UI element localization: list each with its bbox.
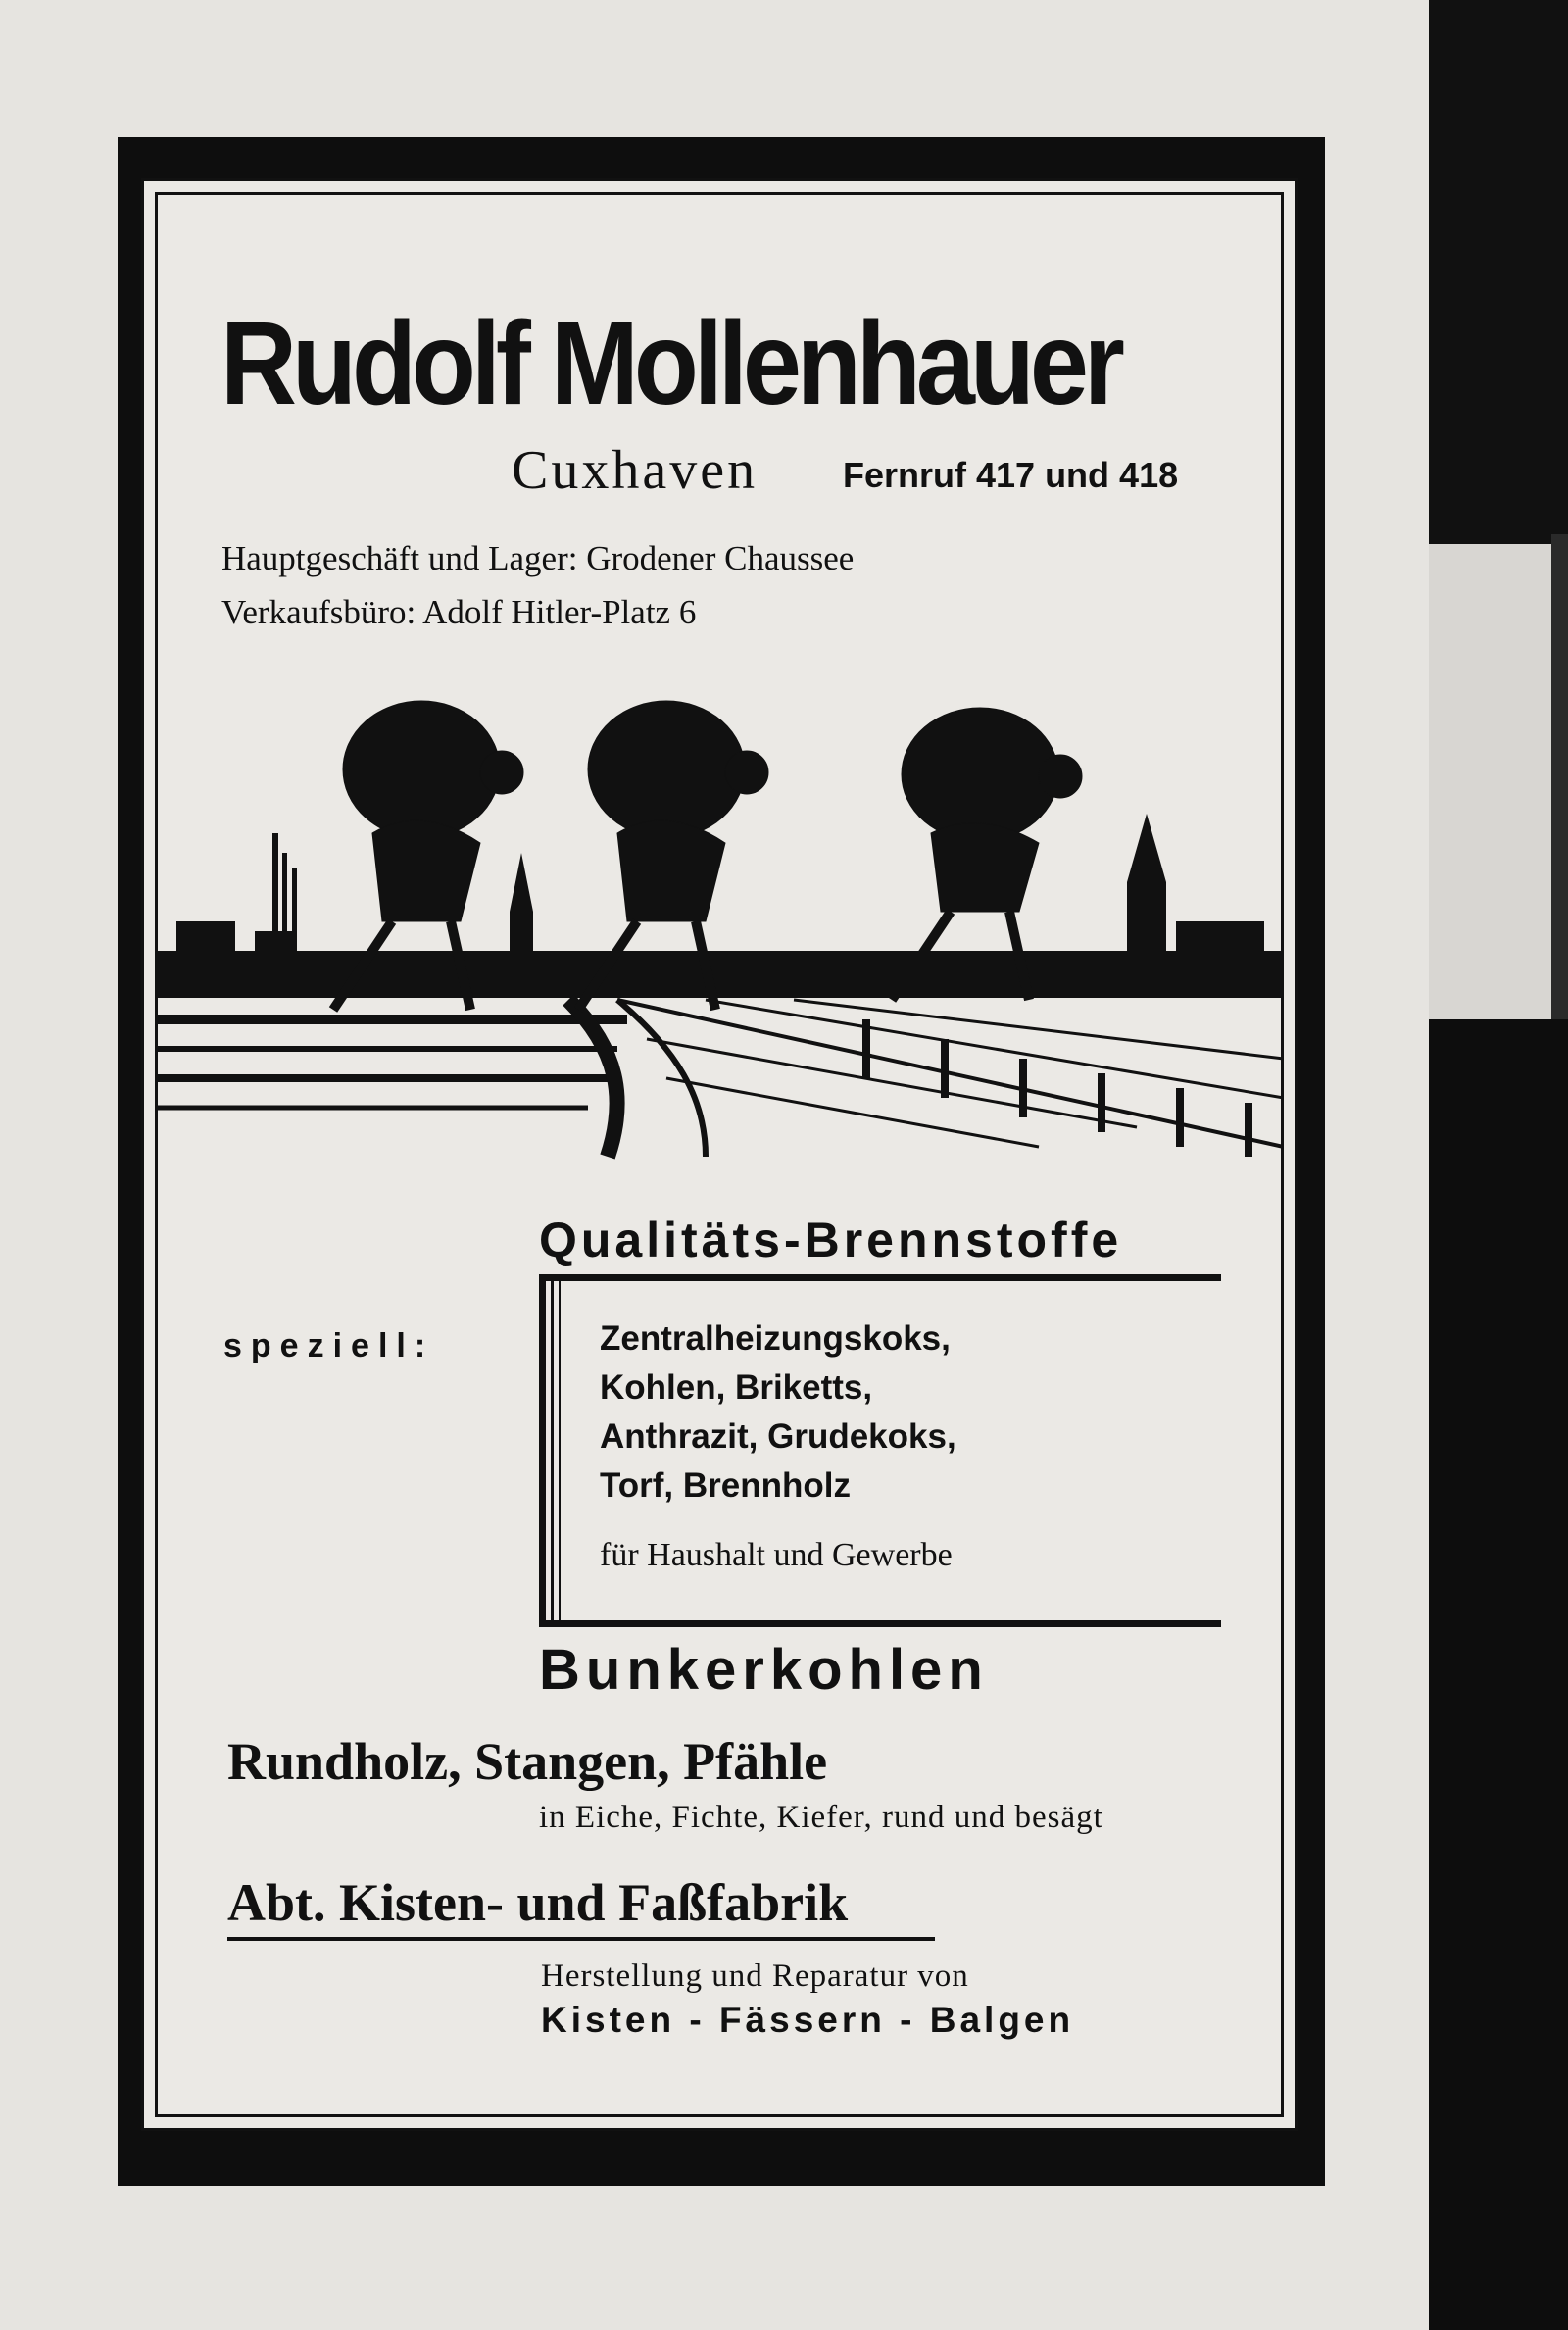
brand-name: Rudolf Mollenhauer xyxy=(220,296,1120,429)
sales-address: Verkaufsbüro: Adolf Hitler-Platz 6 xyxy=(221,593,697,631)
city-name: Cuxhaven xyxy=(512,440,759,501)
special-label: speziell: xyxy=(223,1327,435,1364)
fuel-usage: für Haushalt und Gewerbe xyxy=(600,1537,953,1573)
harbour-and-road xyxy=(157,1000,1284,1157)
book-spine-label xyxy=(1429,534,1551,1033)
factory-underline xyxy=(227,1937,935,1941)
factory-products: Kisten - Fässern - Balgen xyxy=(541,2000,1075,2040)
fuels-left-bar xyxy=(539,1274,546,1627)
timber-subtitle: in Eiche, Fichte, Kiefer, rund und besägt xyxy=(539,1800,1103,1835)
fuels-left-bar xyxy=(559,1274,561,1627)
main-address: Hauptgeschäft und Lager: Grodener Chaussee xyxy=(221,539,855,577)
fuels-top-rule xyxy=(539,1274,1221,1281)
factory-service: Herstellung und Reparatur von xyxy=(541,1958,969,1994)
phone-number: Fernruf 417 und 418 xyxy=(843,455,1179,495)
book-spine-bottom xyxy=(1429,1019,1568,2330)
fuels-left-bar xyxy=(551,1274,554,1627)
bunker-heading: Bunkerkohlen xyxy=(539,1638,989,1702)
timber-heading: Rundholz, Stangen, Pfähle xyxy=(227,1732,828,1791)
fuel-item: Anthrazit, Grudekoks, xyxy=(600,1417,956,1456)
factory-heading: Abt. Kisten- und Faßfabrik xyxy=(227,1873,849,1932)
fuel-item: Kohlen, Briketts, xyxy=(600,1368,873,1407)
fuel-item: Torf, Brennholz xyxy=(600,1466,851,1505)
fuels-bottom-rule xyxy=(539,1620,1221,1627)
fuels-heading: Qualitäts-Brennstoffe xyxy=(539,1213,1123,1267)
book-spine-top xyxy=(1429,0,1568,534)
coal-carriers-illustration xyxy=(157,686,1284,1166)
fuel-item: Zentralheizungskoks, xyxy=(600,1319,951,1358)
